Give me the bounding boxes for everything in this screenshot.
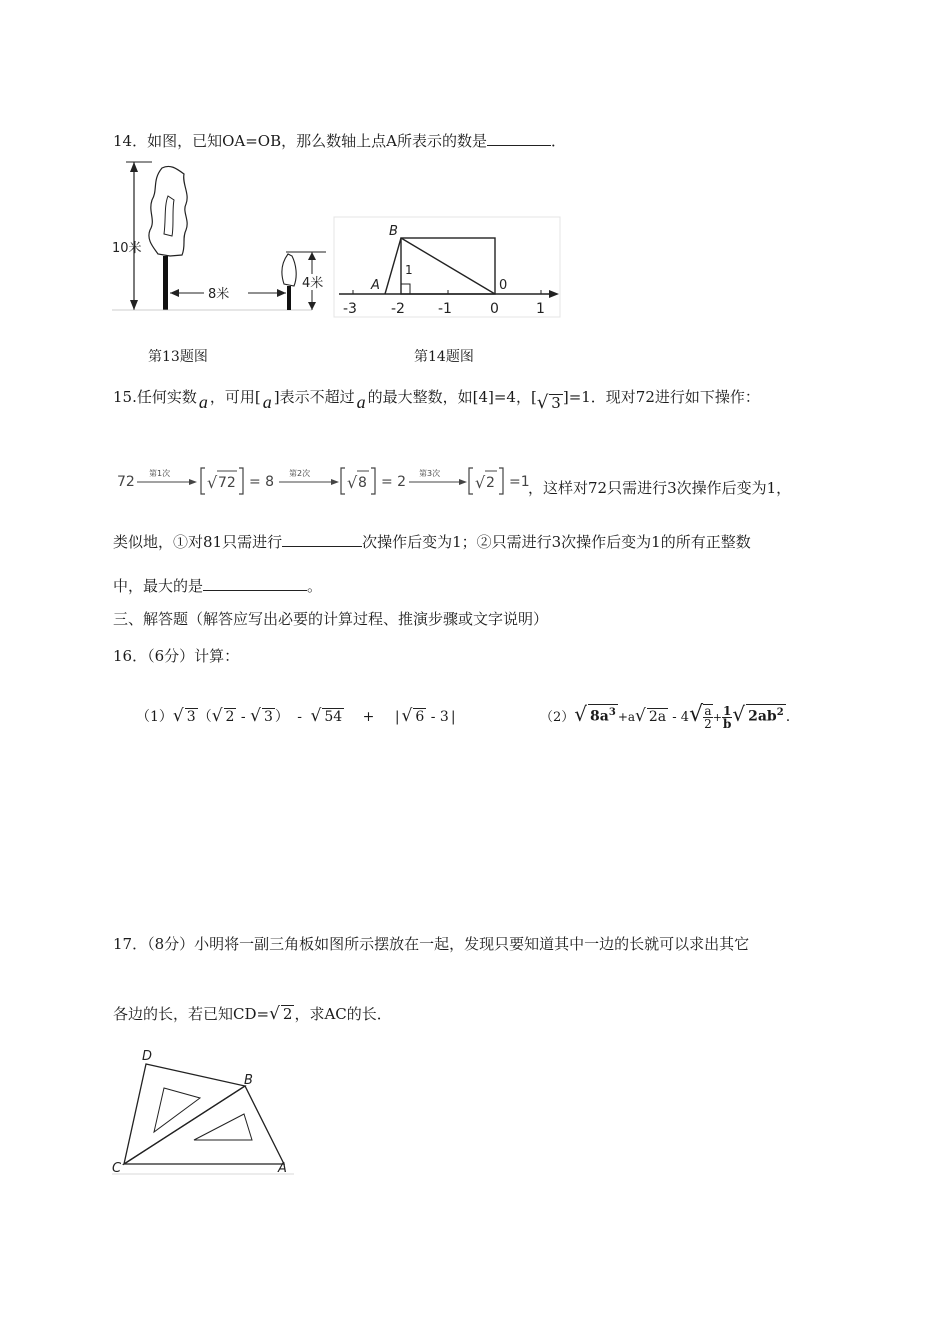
point-B-label: B <box>244 1073 253 1088</box>
distance-label: 8米 <box>208 287 230 302</box>
tick-label: -1 <box>438 301 452 317</box>
q17-line2: 各边的长，若已知CD=√ 2 ，求AC的长． <box>113 1004 392 1024</box>
q14-number: 14． <box>113 132 148 150</box>
q17-line1: 17．（8分）小明将一副三角板如图所示摆放在一起，发现只要知道其中一边的长就可以求出其它 <box>113 935 750 953</box>
figure-13 <box>112 160 332 318</box>
q16-head: 16．（6分）计算： <box>113 647 240 665</box>
tick-label: -2 <box>391 301 405 317</box>
q15-line4: 中，最大的是 。 <box>113 577 323 595</box>
var-a: a <box>198 392 208 412</box>
q14-text: 14．如图，已知OA=OB，那么数轴上点A所表示的数是 ． <box>113 132 566 150</box>
point-B-label: B <box>389 224 398 239</box>
short-tree-crown <box>282 254 296 286</box>
point-A-label: A <box>371 278 380 293</box>
svg-text:第1次: 第1次 <box>149 469 171 478</box>
short-tree-trunk <box>287 286 291 310</box>
q14-prompt: 如图，已知OA=OB，那么数轴上点A所表示的数是 <box>147 132 487 150</box>
svg-text:=1: =1 <box>509 474 530 490</box>
svg-text:2: 2 <box>486 475 495 491</box>
q15-blank-2[interactable] <box>203 576 307 591</box>
tall-tree-trunk <box>163 256 168 310</box>
q15-line2-tail: ，这样对72只需进行3次操作后变为1， <box>528 479 792 497</box>
svg-text:= 2: = 2 <box>381 474 407 490</box>
figure-17-triangles <box>112 1046 296 1180</box>
tick-label: -3 <box>343 301 357 317</box>
tall-height-label: 10米 <box>112 241 142 256</box>
operation-chain <box>113 462 533 498</box>
svg-text:= 8: = 8 <box>249 474 275 490</box>
tall-tree-crown <box>149 166 187 256</box>
fig14-caption: 第14题图 <box>414 349 474 365</box>
q15-line1: 15.任何实数 a ，可用[ a ]表示不超过 a 的最大整数，如[4]=4，[√ 3 ]=1．现对72进行如下操作： <box>113 388 760 413</box>
point-C-label: C <box>112 1161 122 1176</box>
svg-text:72: 72 <box>218 475 236 491</box>
svg-text:√: √ <box>347 473 358 492</box>
q16-part1: （1）√ 3 （√ 2 - √ 3 ） - √ 54 + | √ 6 - 3 | <box>136 706 456 726</box>
var-a: a <box>262 392 272 412</box>
side-length-label: 1 <box>405 263 413 277</box>
fig13-caption: 第13题图 <box>148 349 208 365</box>
q15-blank-1[interactable] <box>282 532 362 547</box>
point-O-label: 0 <box>499 278 508 293</box>
point-D-label: D <box>142 1049 153 1064</box>
q14-answer-blank[interactable] <box>487 131 551 146</box>
short-height-label: 4米 <box>302 276 324 291</box>
svg-text:第2次: 第2次 <box>289 469 311 478</box>
tick-label: 0 <box>490 301 499 317</box>
svg-text:√: √ <box>207 473 218 492</box>
var-a: a <box>356 392 366 412</box>
svg-text:第3次: 第3次 <box>419 469 441 478</box>
tick-label: 1 <box>536 301 545 317</box>
point-A-label: A <box>278 1161 287 1176</box>
chain-start: 72 <box>117 474 135 490</box>
q15-line3: 类似地，①对81只需进行 次操作后变为1；②只需进行3次操作后变为1的所有正整数 <box>113 533 751 551</box>
sqrt3-radicand: 3 <box>551 394 561 412</box>
q16-part2: （2）√ $8a^3 +a√$ 2a - 4√ $\frac{a}{2}$ + $\frac{1}{b}$ √ $2ab^2$ . <box>540 702 791 731</box>
svg-text:8: 8 <box>358 475 367 491</box>
figure-14 <box>333 216 563 320</box>
svg-text:√: √ <box>475 473 486 492</box>
section-3-title: 三、解答题（解答应写出必要的计算过程、推演步骤或文字说明） <box>113 610 549 628</box>
